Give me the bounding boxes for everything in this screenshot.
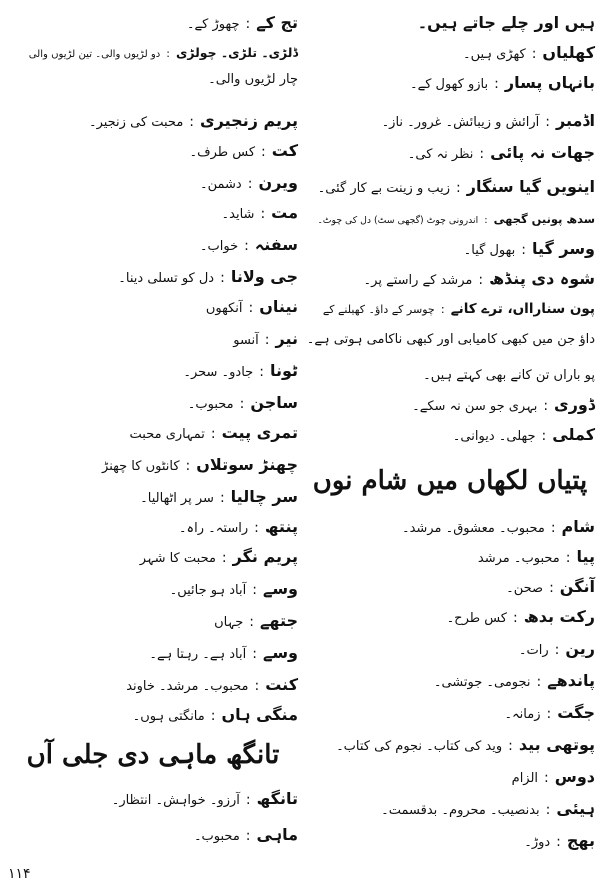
list-item: چھنڑ سوتلاں:کانٹوں کا چھنڑ [102,455,298,474]
list-item: ساجن:محبوب۔ [187,393,298,412]
list-item: پون سنارااں، ترے کانے:چوسر کے داؤ۔ کھیلنے کے [322,301,595,317]
list-item: سفنہ:خواب۔ [199,235,298,254]
list-item: کنت:محبوب۔ مرشد۔ خاوند [126,675,298,694]
list-item: شوہ دی پنڈھ:مرشد کے راستے پر۔ [363,269,595,288]
list-item: تانگھ:آرزو۔ خواہش۔ انتظار۔ [111,789,298,808]
list-item: دوس:الزام [511,767,595,786]
section-heading: پتیاں لکھاں میں شام نوں [312,466,588,496]
list-item: شام:محبوب۔ معشوق۔ مرشد۔ [401,517,595,536]
list-item: ڈلڑی۔ تلڑی۔ چولڑی:دو لڑیوں والی۔ تین لڑیوں والی [28,45,298,60]
list-item: مت:شاید۔ [221,203,298,222]
list-item: بھج:دوڑ۔ [524,831,595,850]
list-item: اینویں گیا سنگار:زیب و زینت بے کار گئی۔ [317,177,595,196]
list-item: پاندھے:نجومی۔ جوتشی۔ [433,671,595,690]
list-item: جھات نہ پائی:نظر نہ کی۔ [407,143,595,162]
list-item: جی ولانا:دل کو تسلی دینا۔ [118,267,298,286]
list-item: وسے:آباد ہو جائیں۔ [169,579,298,598]
list-item: ڈوری:بہری جو سن نہ سکے۔ [412,395,595,414]
list-item: منگی ہاں:مانگتی ہوں۔ [132,705,298,724]
list-item: پوتھی بید:وید کی کتاب۔ نجوم کی کتاب۔ [336,735,595,754]
list-item: کھلیاں:کھڑی ہیں۔ [462,43,595,62]
list-item: نیناں:آنکھوں [205,297,298,316]
list-item: کت:کس طرف۔ [189,141,298,160]
list-item: داؤ جن میں کبھی کامیابی اور کبھی ناکامی ہوتی ہے۔ [306,332,595,347]
list-item: وسے:آباد ہے۔ رہتا ہے۔ [149,643,298,662]
page-number: ۱۱۴ [8,866,31,882]
list-item: ہیئی:بدنصیب۔ محروم۔ بدقسمت۔ [381,799,595,818]
list-item: پیا:محبوب۔ مرشد [477,547,595,566]
list-item: تمری پیت:تمہاری محبت [129,423,298,442]
list-item: ٹونا:جادو۔ سحر۔ [183,361,298,380]
list-item: چار لڑیوں والی۔ [208,72,298,87]
list-item: رکت بدھ:کس طرح۔ [446,607,595,626]
list-item: اڈمبر:آرائش و زیبائش۔ غرور۔ ناز۔ [381,111,595,130]
list-item: پریم زنجیری:محبت کی زنجیر۔ [88,111,298,130]
list-item: کملی:جھلی۔ دیوانی۔ [452,425,595,444]
list-item: پریم نگر:محبت کا شہر [139,547,298,566]
list-item: سدھ پونیں گجھی:اندرونی چوٹ (گجھی سٹ) دل کی چوٹ۔ [317,212,595,226]
section-heading: تانگھ ماہی دی جلی آں [26,740,280,770]
list-item: سر چالیا:سر پر اٹھالیا۔ [140,487,298,506]
list-item: ہیں اور چلے جاتے ہیں۔ [417,13,595,32]
list-item: پنتھ:راستہ۔ راہ۔ [178,517,298,536]
list-item: آنگن:صحن۔ [506,577,595,596]
list-item: ویرن:دشمن۔ [200,173,298,192]
list-item: تج کے:چھوڑ کے۔ [186,13,298,32]
list-item: نیر:آنسو [233,329,298,348]
list-item: جتھے:جہاں [214,611,298,630]
list-item: رین:رات۔ [518,639,595,658]
list-item: جگت:زمانہ۔ [504,703,595,722]
list-item: بانہاں پسار:بازو کھول کے۔ [409,73,595,92]
list-item: پو باراں تن کانے بھی کہتے ہیں۔ [423,368,595,383]
list-item: وسر گیا:بھول گیا۔ [463,239,595,258]
list-item: ماہی:محبوب۔ [193,825,298,844]
